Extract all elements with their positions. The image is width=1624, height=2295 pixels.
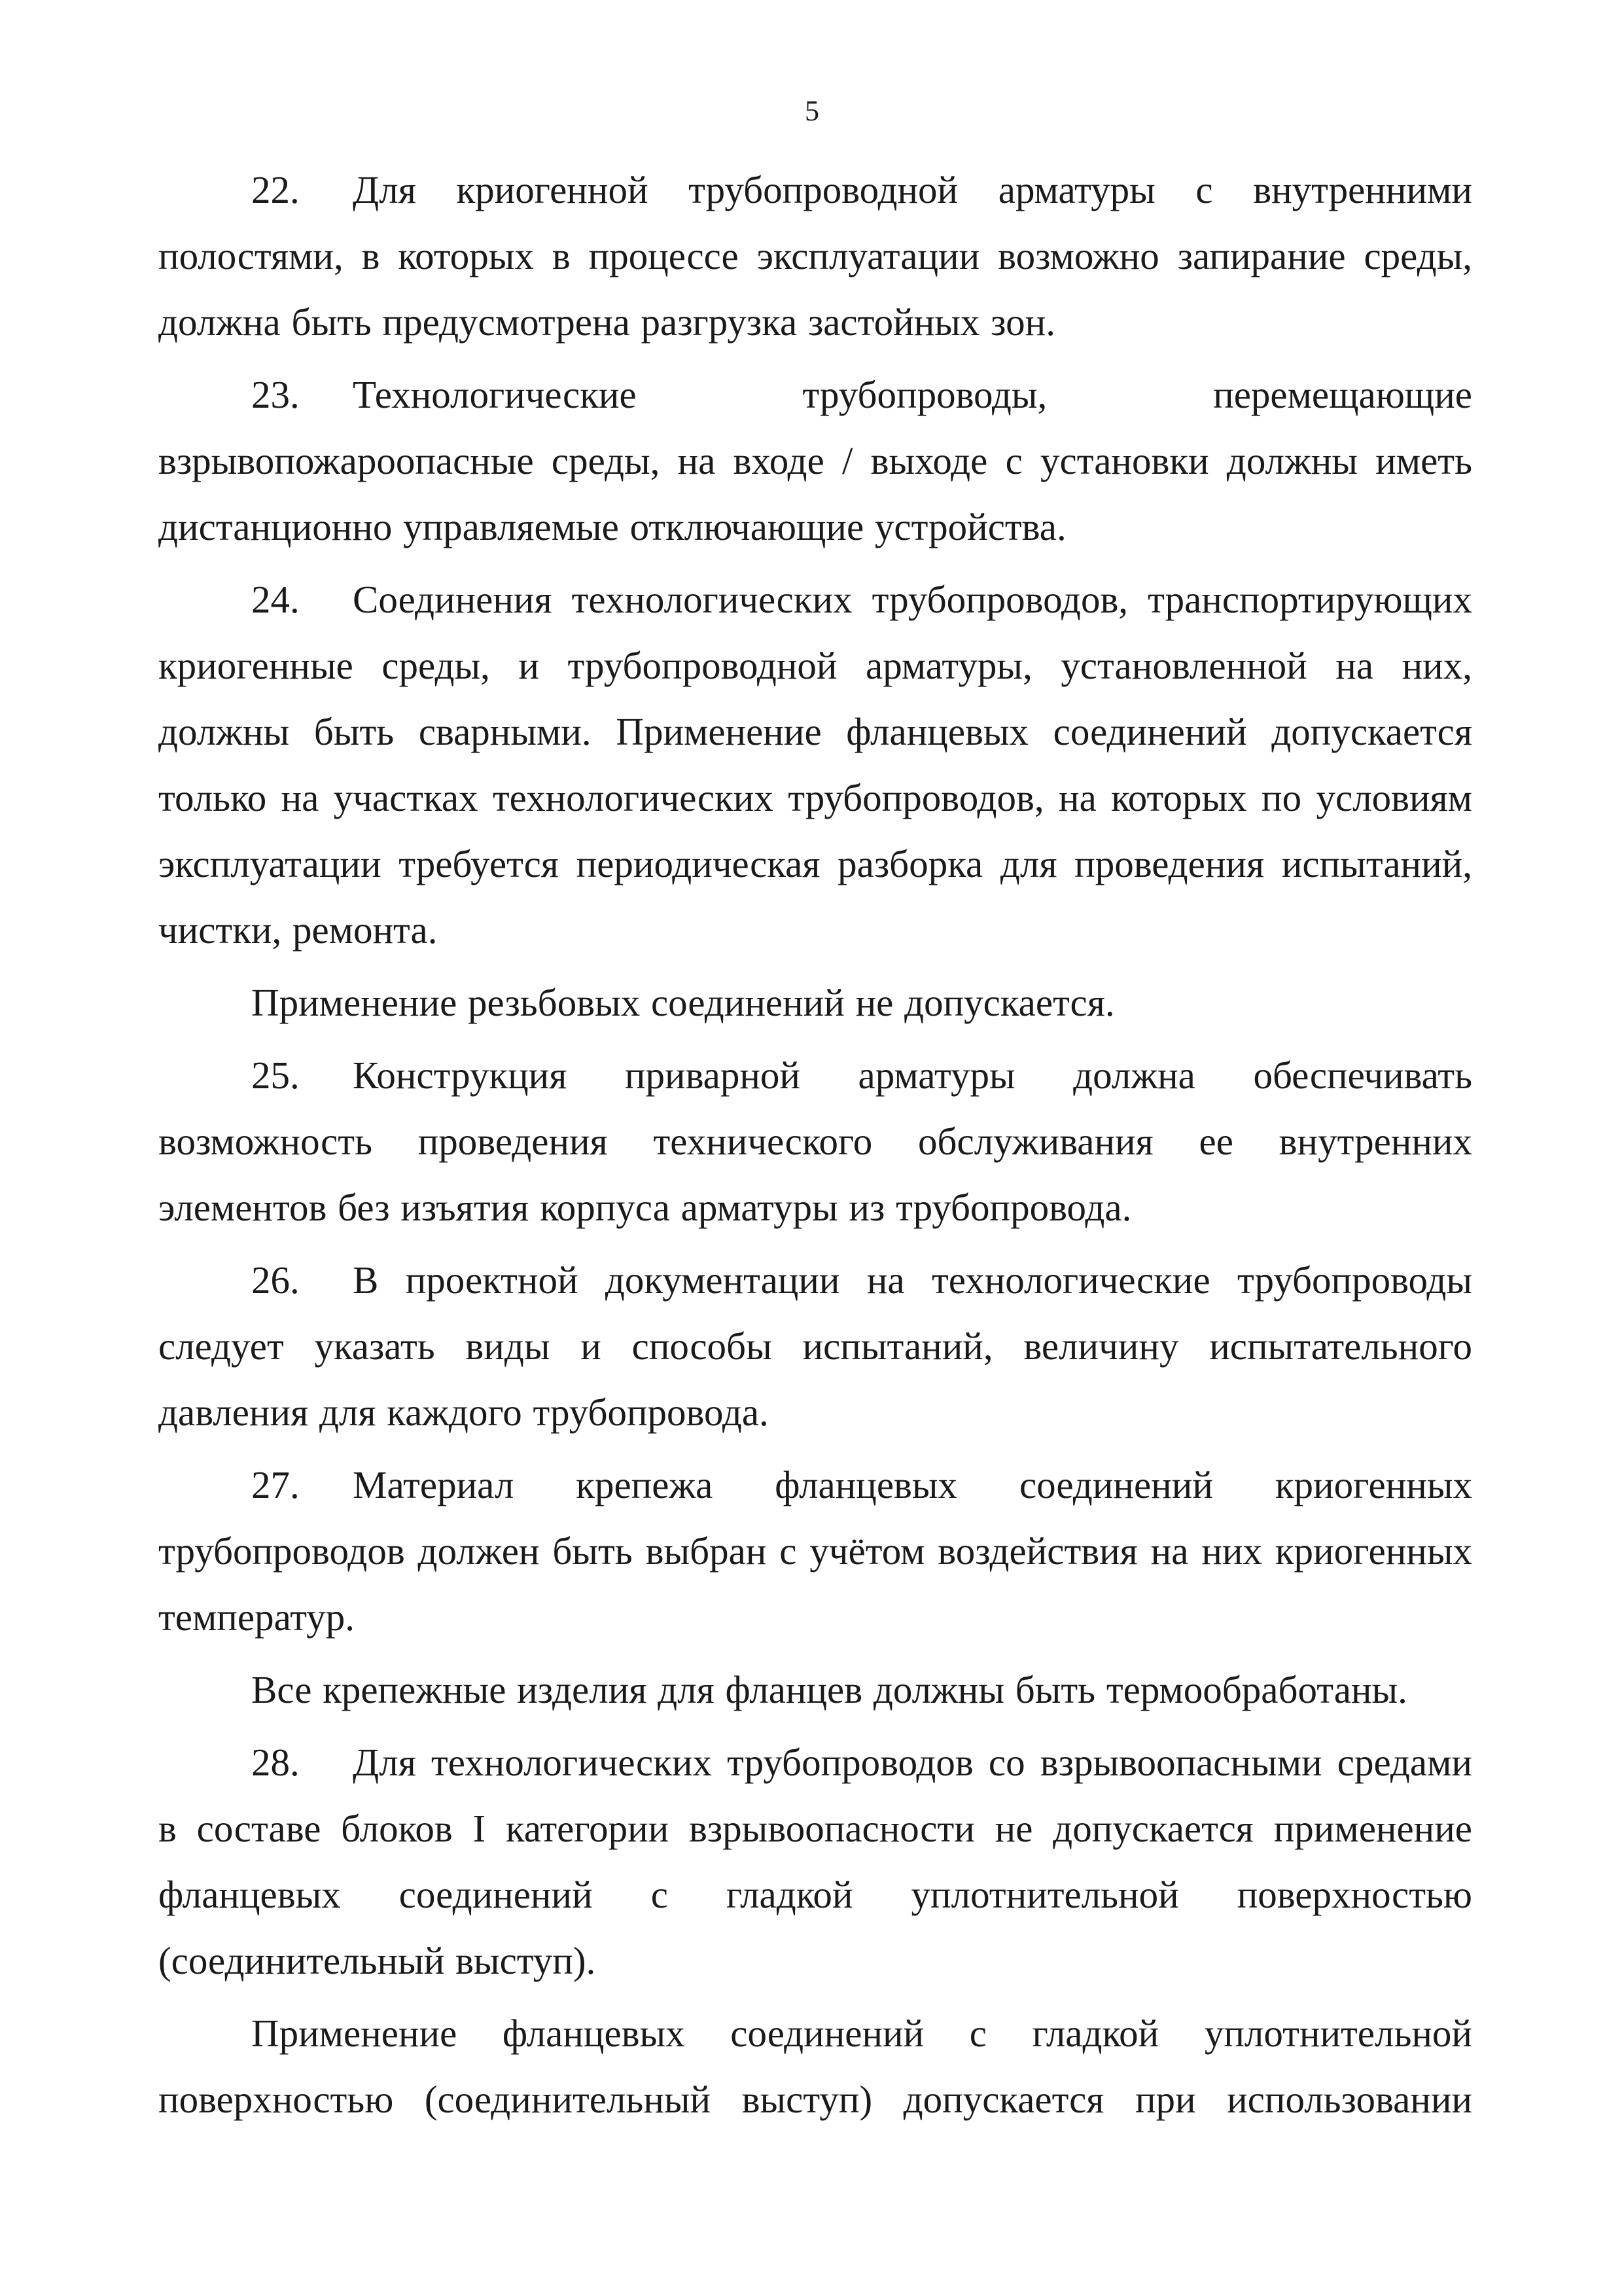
paragraph-number: 28. [251,1741,300,1784]
paragraph-text: Для технологических трубопроводов со взрывоопасными средами в составе блоков I категории взрывоопасности не допускается применение фланцевых соединений с гладкой уплотнительной поверхностью (соединительный выступ). [158,1741,1472,1982]
paragraph-text: В проектной документации на технологические трубопроводы следует указать виды и способы испытаний, величину испытательного давления для каждого трубопровода. [158,1258,1472,1434]
paragraph-text: Применение резьбовых соединений не допускается. [251,981,1115,1024]
paragraph-number: 26. [251,1258,300,1302]
paragraph-number: 22. [251,168,300,211]
paragraph-23 [158,362,1472,560]
paragraph-number: 23. [251,373,300,416]
paragraph-24-continuation [158,970,1472,1036]
paragraph-text: Технологические трубопроводы, перемещающие взрывопожароопасные среды, на входе / выходе с установки должны иметь дистанционно управляемые отключающие устройства. [158,373,1472,548]
paragraph-22 [158,157,1472,355]
paragraph-27-continuation [158,1657,1472,1723]
paragraph-number: 27. [251,1463,300,1506]
paragraph-26 [158,1247,1472,1446]
paragraph-text: Все крепежные изделия для фланцев должны быть термообработаны. [251,1668,1407,1711]
paragraph-text: Применение фланцевых соединений с гладкой уплотнительной поверхностью (соединительный выступ) допускается при использовании [158,2012,1472,2121]
paragraph-24 [158,567,1472,963]
paragraph-text: Материал крепежа фланцевых соединений криогенных трубопроводов должен быть выбран с учётом воздействия на них криогенных температур. [158,1463,1472,1639]
paragraph-number: 25. [251,1054,300,1097]
page-number: 5 [805,95,819,127]
document-body [158,157,1472,2139]
paragraph-27 [158,1452,1472,1650]
paragraph-text: Соединения технологических трубопроводов, транспортирующих криогенные среды, и трубопроводной арматуры, установленной на них, должны быть сварными. Применение фланцевых соединений допускается только на участках технологических трубопроводов, на которых по условиям эксплуатации требуется периодическая разборка для проведения испытаний, чистки, ремонта. [158,578,1472,952]
paragraph-text: Конструкция приварной арматуры должна обеспечивать возможность проведения технического обслуживания ее внутренних элементов без изъятия корпуса арматуры из трубопровода. [158,1054,1472,1229]
paragraph-28-continuation [158,2001,1472,2133]
paragraph-28 [158,1730,1472,1994]
paragraph-25 [158,1042,1472,1241]
paragraph-number: 24. [251,578,300,621]
paragraph-text: Для криогенной трубопроводной арматуры с внутренними полостями, в которых в процессе эксплуатации возможно запирание среды, должна быть предусмотрена разгрузка застойных зон. [158,168,1472,344]
